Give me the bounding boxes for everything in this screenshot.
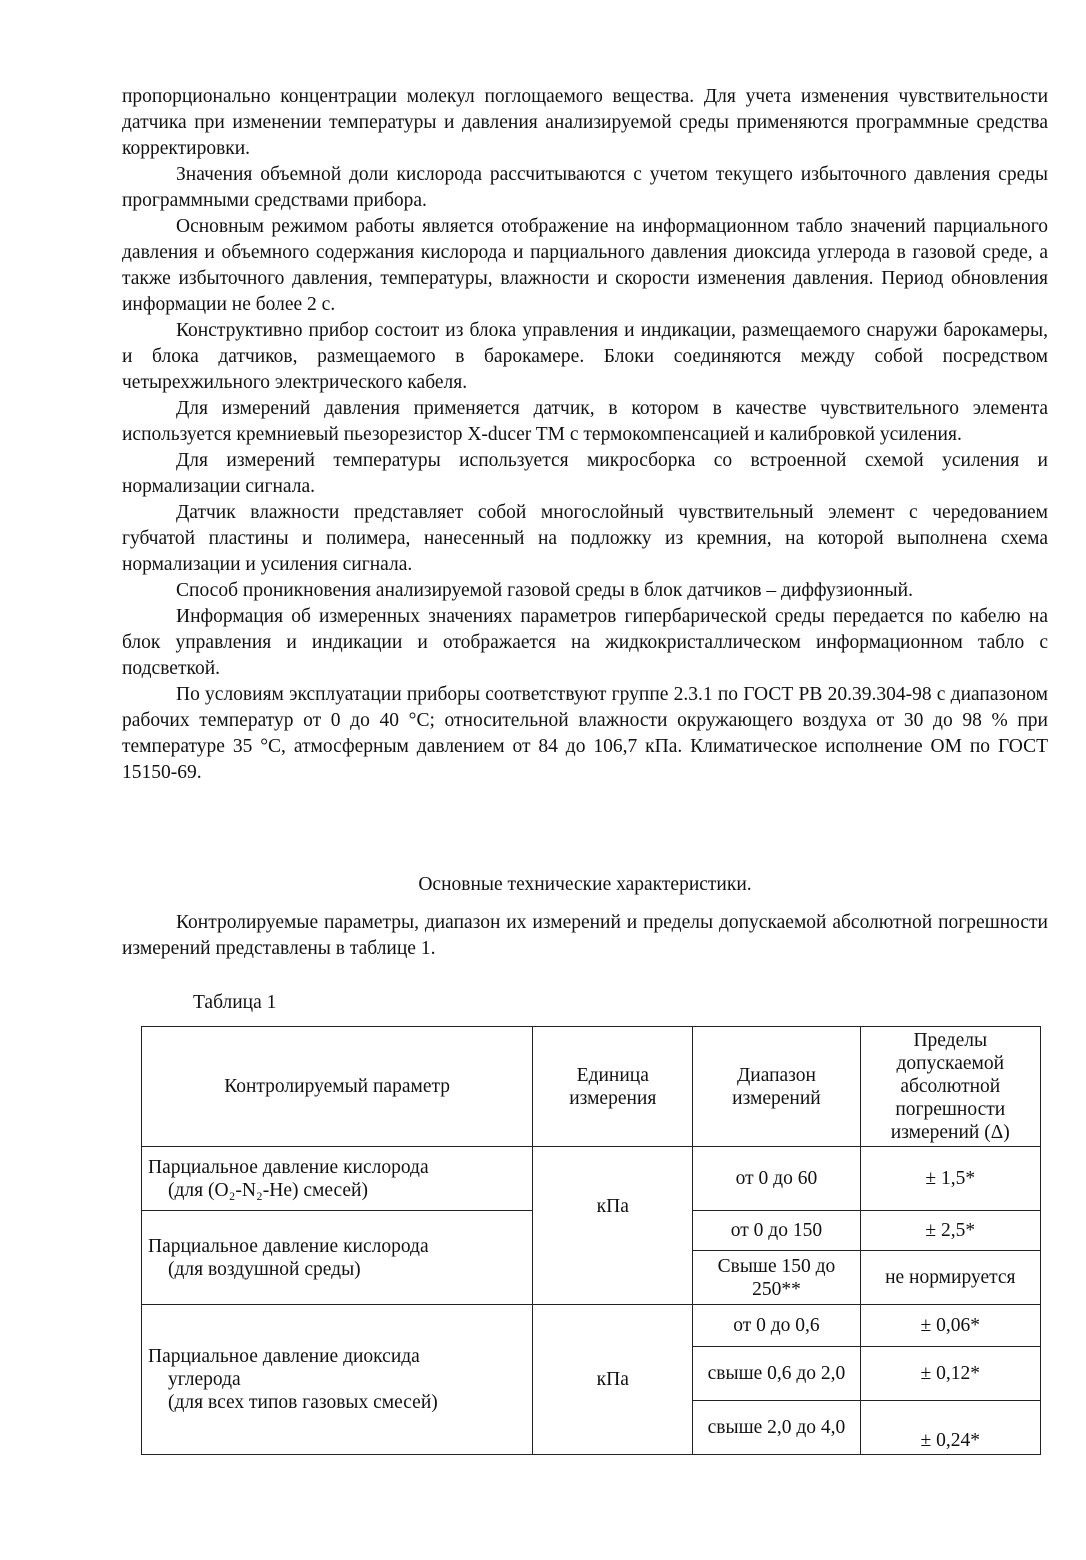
section-heading: Основные технические характеристики. (418, 874, 752, 895)
param-line: (для (O₂-N₂-He) смесей) (168, 1179, 368, 1201)
unit-cell: кПа (533, 1305, 693, 1455)
range-cell: Свыше 150 до 250** (693, 1251, 860, 1305)
range-cell: свыше 0,6 до 2,0 (693, 1347, 860, 1401)
header-param: Контролируемый параметр (142, 1027, 533, 1147)
paragraph: пропорционально концентрации молекул поглощаемого вещества. Для учета изменения чувствительности датчика при изменении температуры и давления анализируемой среды применяются программные средства корректировки. (122, 86, 1048, 159)
error-cell: ± 0,24* (860, 1401, 1040, 1455)
table-row (142, 1305, 1041, 1347)
error-cell: ± 1,5* (860, 1147, 1040, 1211)
range-cell: от 0 до 60 (693, 1147, 860, 1211)
param-line: (для воздушной среды) (168, 1258, 361, 1280)
error-cell: ± 0,06* (860, 1305, 1040, 1347)
body-text (122, 84, 1048, 786)
unit-cell: кПа (533, 1147, 693, 1305)
range-cell: от 0 до 150 (693, 1211, 860, 1251)
param-line: Парциальное давление диоксида (148, 1346, 420, 1367)
param-line: (для всех типов газовых смесей) (168, 1392, 438, 1413)
table-caption: Таблица 1 (193, 992, 277, 1013)
table-intro: Контролируемые параметры, диапазон их измерений и пределы допускаемой абсолютной погрешности измерений представлены в таблице 1. (122, 912, 1048, 959)
range-cell: от 0 до 0,6 (693, 1305, 860, 1347)
table-row (142, 1147, 1041, 1211)
paragraph: Для измерений температуры используется микросборка со встроенной схемой усиления и нормализации сигнала. (122, 450, 1048, 497)
param-line: Парциальное давление кислорода (148, 1156, 429, 1178)
error-cell: ± 2,5* (860, 1211, 1040, 1251)
header-unit: Единица измерения (533, 1027, 693, 1147)
paragraph: Основным режимом работы является отображение на информационном табло значений парциального давления и объемного содержания кислорода и парциального давления диоксида углерода в газовой среде, а также избыточного давления, температуры, влажности и скорости изменения давления. Период обновления информации не более 2 с. (122, 216, 1048, 315)
error-cell: не нормируется (860, 1251, 1040, 1305)
paragraph: Для измерений давления применяется датчик, в котором в качестве чувствительного элемента используется кремниевый пьезорезистор X-ducer TM с термокомпенсацией и калибровкой усиления. (122, 398, 1048, 445)
param-cell (142, 1305, 533, 1455)
range-cell: свыше 2,0 до 4,0 (693, 1401, 860, 1455)
header-range: Диапазон измерений (693, 1027, 860, 1147)
specifications-table (141, 1026, 1041, 1455)
param-cell (142, 1211, 533, 1305)
param-line: углерода (168, 1369, 241, 1390)
paragraph: Информация об измеренных значениях параметров гипербарической среды передается по кабелю на блок управления и индикации и отображается на жидкокристаллическом информационном табло с подсветкой. (122, 606, 1048, 679)
paragraph: Значения объемной доли кислорода рассчитываются с учетом текущего избыточного давления среды программными средствами прибора. (122, 164, 1048, 211)
table-header-row (142, 1027, 1041, 1147)
param-line: Парциальное давление кислорода (148, 1235, 429, 1257)
paragraph: Датчик влажности представляет собой многослойный чувствительный элемент с чередованием губчатой пластины и полимера, нанесенный на подложку из кремния, на которой выполнена схема нормализации и усиления сигнала. (122, 502, 1048, 575)
paragraph: Способ проникновения анализируемой газовой среды в блок датчиков – диффузионный. (176, 580, 913, 601)
header-error: Пределы допускаемой абсолютной погрешности измерений (Δ) (860, 1027, 1040, 1147)
error-cell: ± 0,12* (860, 1347, 1040, 1401)
paragraph: Конструктивно прибор состоит из блока управления и индикации, размещаемого снаружи барокамеры, и блока датчиков, размещаемого в барокамере. Блоки соединяются между собой посредством четырехжильного электрического кабеля. (122, 320, 1048, 393)
param-cell (142, 1147, 533, 1211)
paragraph: По условиям эксплуатации приборы соответствуют группе 2.3.1 по ГОСТ РВ 20.39.304-98 с диапазоном рабочих температур от 0 до 40 °С; относительной влажности окружающего воздуха от 30 до 98 % при температуре 35 °С, атмосферным давлением от 84 до 106,7 кПа. Климатическое исполнение ОМ по ГОСТ 15150-69. (122, 684, 1048, 783)
